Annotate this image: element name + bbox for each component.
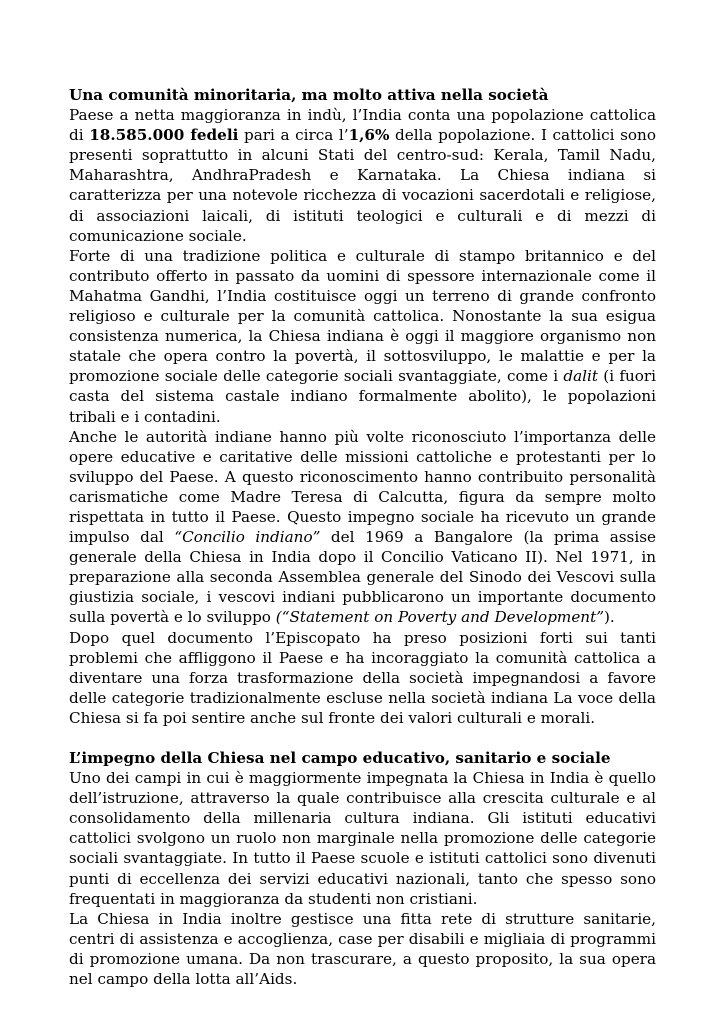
paragraph-education: Uno dei campi in cui è maggiormente impegnata la Chiesa in India è quello dell’istruzione, attraverso la quale contribuisce alla crescita culturale e al consolidamento della millenaria cultura indiana. Gli istituti educativi cattolici svolgono un ruolo non marginale nella promozione delle categorie sociali svantaggiate. In tutto il Paese scuole e istituti cattolici sono divenuti punti di eccellenza dei servizi educativi nazionali, tanto che spesso sono frequentati in maggioranza da studenti non cristiani. [69, 769, 656, 908]
section-minority-community [69, 85, 656, 728]
italic-dalit: dalit [563, 367, 599, 386]
section-church-commitment [69, 748, 656, 989]
paragraph-episcopate: Dopo quel documento l’Episcopato ha preso posizioni forti sui tanti problemi che affliggono il Paese e ha incoraggiato la comunità cattolica a diventare una forza trasformazione della società impegnandosi a favore delle categorie tradizionalmente escluse nella società indiana La voce della Chiesa si fa poi sentire anche sul fronte dei valori culturali e morali. [69, 628, 656, 727]
paragraph-health: La Chiesa in India inoltre gestisce una fitta rete di strutture sanitarie, centri di assistenza e accoglienza, case per disabili e migliaia di programmi di promozione umana. Da non trascurare, a questo proposito, la sua opera nel campo della lotta all’Aids. [69, 909, 656, 989]
section-spacer [69, 728, 656, 748]
paragraph-population [69, 105, 656, 246]
text-run: Forte di una tradizione politica e culturale di stampo britannico e del contributo offerto in passato da uomini di spessore internazionale come il Mahatma Gandhi, l’India costituisce oggi un terreno di grande confronto religioso e culturale per la comunità cattolica. Nonostante la sua esigua consistenza numerica, la Chiesa indiana è oggi il maggiore organismo non statale che opera contro la povertà, il sottosviluppo, le malattie e per la promozione sociale delle categorie sociali svantaggiate, come i [69, 246, 656, 386]
bold-percentage: 1,6% [348, 126, 390, 145]
text-run: della popolazione. I cattolici sono presenti soprattutto in alcuni Stati del centro-sud: Kerala, Tamil Nadu, Maharashtra, AndhraPradesh e Karnataka. La Chiesa indiana si caratterizza per una notevole ricchezza di vocazioni sacerdotali e religiose, di associazioni laicali, di istituti teologici e culturali e di mezzi di comunicazione sociale. [69, 126, 656, 245]
paragraph-tradition [69, 246, 656, 427]
section-heading: L’impegno della Chiesa nel campo educativo, sanitario e sociale [69, 749, 611, 767]
text-run: pari a circa l’ [238, 126, 349, 145]
text-run: Anche le autorità indiane hanno più volte riconosciuto l’importanza delle opere educative e caritative delle missioni cattoliche e protestanti per lo sviluppo del Paese. A questo riconoscimento hanno contribuito personalità carismatiche come Madre Teresa di Calcutta, figura da sempre molto rispettata in tutto il Paese. Questo impegno sociale ha ricevuto un grande impulso dal [69, 427, 656, 547]
paragraph-authorities [69, 427, 656, 628]
section-heading: Una comunità minoritaria, ma molto attiva nella società [69, 86, 549, 104]
document-page [69, 85, 656, 989]
bold-faithful-count: 18.585.000 fedeli [89, 126, 239, 145]
text-run: Paese a netta maggioranza in indù, l’India conta una popolazione cattolica di [69, 106, 656, 145]
text-run: ). [603, 608, 615, 627]
italic-statement-title: (“Statement on Poverty and Development” [275, 608, 604, 627]
text-run: del 1969 a Bangalore (la prima assise generale della Chiesa in India dopo il Concilio Vaticano II). Nel 1971, in preparazione alla seconda Assemblea generale del Sinodo dei Vescovi sulla giustizia sociale, i vescovi indiani pubblicarono un importante documento sulla povertà e lo sviluppo [69, 528, 656, 627]
text-run: (i fuori casta del sistema castale indiano formalmente abolito), le popolazioni tribali e i contadini. [69, 367, 656, 426]
italic-concilio-indiano: “Concilio indiano” [174, 528, 321, 547]
